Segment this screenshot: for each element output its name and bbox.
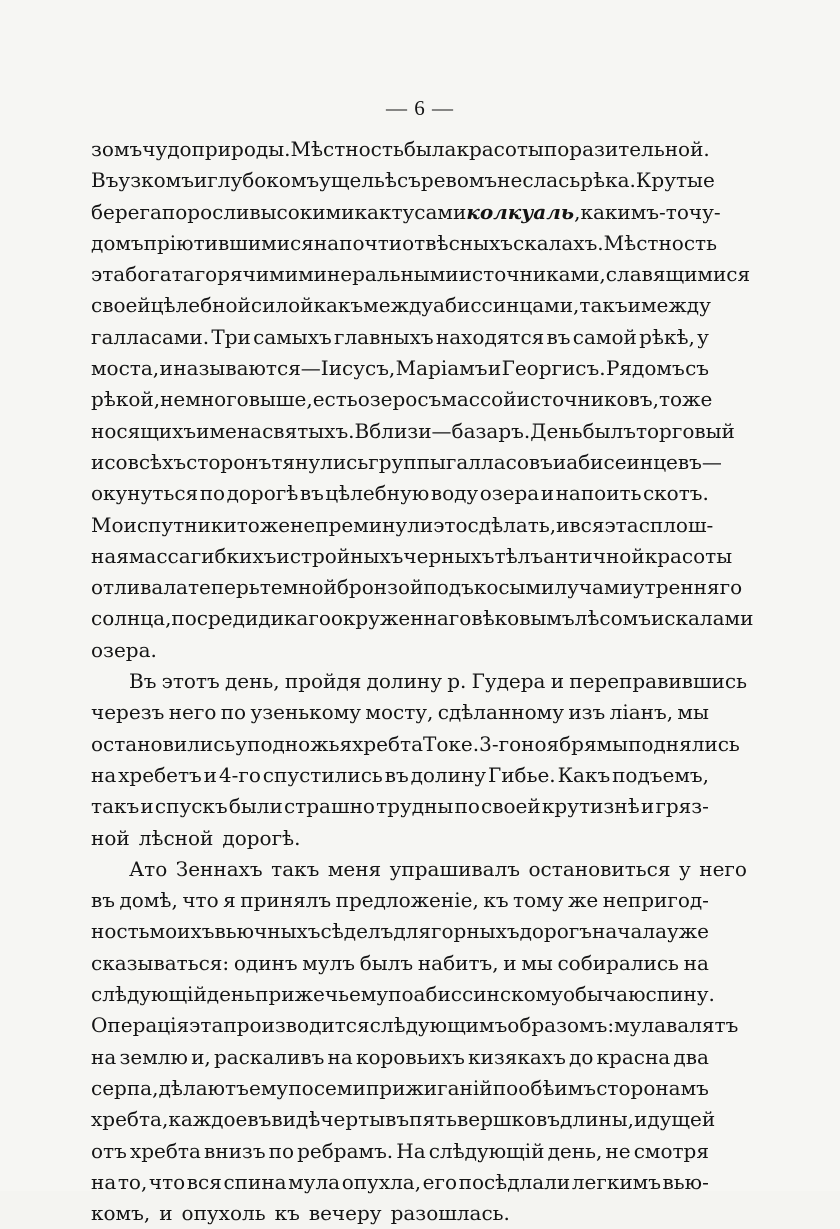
text-line: окунуться по дорогѣ въ цѣлебную воду озера и напоить скотъ. <box>91 481 709 506</box>
text-line: Въ этотъ день, пройдя долину р. Гудера и переправившись <box>129 669 747 694</box>
text-line: галласами. Три самыхъ главныхъ находятся въ самой рѣкѣ, у <box>91 324 709 349</box>
text-line: носящихъ имена святыхъ. Вблизи—базаръ. День былъ торговый <box>91 418 735 443</box>
paragraph <box>91 854 747 1229</box>
text-line: и со всѣхъ сторонъ тянулись группы галласовъ и абисеинцевъ— <box>91 449 722 474</box>
text-line: въ домѣ, что я принялъ предложеніе, къ тому же непригод- <box>91 888 709 913</box>
paragraph <box>91 666 747 854</box>
text-line: берега поросли высокими кактусами колкуаль, какимъ-то чу- <box>91 199 721 224</box>
text-line: отъ хребта внизъ по ребрамъ. На слѣдующій день, не смотря <box>91 1138 709 1163</box>
text-line: озера. <box>91 637 157 662</box>
text-line: черезъ него по узенькому мосту, сдѣланному изъ ліанъ, мы <box>91 700 709 725</box>
text-line: на хребетъ и 4-го спустились въ долину Гибье. Какъ подъемъ, <box>91 762 709 787</box>
text-line: хребта, каждое въ видѣ черты въ пять вершковъ длины, идущей <box>91 1107 716 1132</box>
text-line: своей цѣлебной силой какъ между абиссинцами, такъ и между <box>91 293 711 318</box>
text-line: комъ, и опухоль къ вечеру разошлась. <box>91 1201 510 1226</box>
text-line: Въ узкомъ и глубокомъ ущельѣ съ ревомъ неслась рѣка. Крутые <box>91 168 715 193</box>
text-line: моста, и называются—Іисусъ, Маріамъ и Георгисъ. Рядомъ съ <box>91 356 709 381</box>
text-line: сказываться: одинъ мулъ былъ набитъ, и мы собирались на <box>91 950 709 975</box>
text-line: на землю и, раскаливъ на коровьихъ кизякахъ до красна два <box>91 1044 709 1069</box>
text-line: Ато Зеннахъ такъ меня упрашивалъ остановиться у него <box>129 856 747 881</box>
text-line: эта богата горячими минеральными источниками, славящимися <box>91 262 751 287</box>
text-line: отливала теперь темной бронзой подъ косыми лучами утренняго <box>91 575 743 600</box>
text-line: зомъ чудо природы. Мѣстность была красоты поразительной. <box>91 137 710 161</box>
page-number: — 6 — <box>386 96 454 120</box>
text-line: слѣдующій день прижечь ему по абиссинскому обычаю спину. <box>91 982 715 1007</box>
text-line: Мои спутники тоже не преминули это сдѣлать, и вся эта сплош- <box>91 512 714 537</box>
text-line: серпа, дѣлаютъ ему по семи прижиганій по обѣимъ сторонамъ <box>91 1075 709 1100</box>
text-line: Операція эта производится слѣдующимъ образомъ: мула валятъ <box>91 1013 739 1038</box>
text-line: остановились у подножья хребта Токе. 3-го ноября мы поднялись <box>91 731 740 756</box>
text-line: домъ пріютившимися на почти отвѣсныхъ скалахъ. Мѣстность <box>91 230 717 255</box>
paragraph <box>91 134 754 666</box>
body-text <box>91 134 754 1229</box>
text-line: солнца, посреди дикаго окруженнаго вѣковымъ лѣсомъ и скалами <box>91 606 754 631</box>
text-line: ность моихъ вьючныхъ сѣделъ для горныхъ дорогъ начала уже <box>91 919 710 944</box>
text-line: ная масса гибкихъ и стройныхъ черныхъ тѣлъ античной красоты <box>91 543 733 568</box>
text-line: такъ и спускъ были страшно трудны по своей крутизнѣ и гряз- <box>91 794 709 819</box>
text-line: рѣкой, немного выше, есть озеро съ массой источниковъ, тоже <box>91 387 713 412</box>
text-line: на то, что вся спина мула опухла, его посѣдлали легкимъ вью- <box>91 1169 709 1194</box>
text-line: ной лѣсной дорогѣ. <box>91 825 301 850</box>
